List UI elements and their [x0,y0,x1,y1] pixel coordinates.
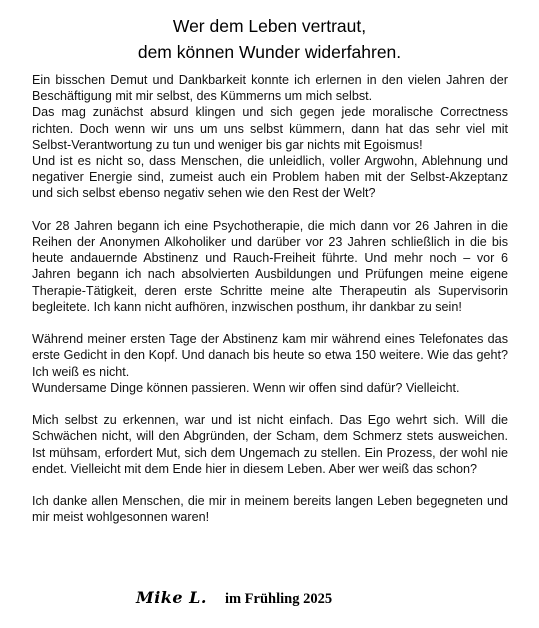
paragraph-line: Mich selbst zu erkennen, war und ist nicht einfach. Das Ego wehrt sich. Will die Schwächen nicht, will den Abgründen, der Scham, dem Schmerz stets ausweichen. Ist mühsam, erfordert Mut, sich dem Ungemach zu stellen. Ein Prozess, der wohl nie endet. Vielleicht mit dem Ende hier in diesem Leben. Aber wer weiß das schon? [32,413,508,476]
paragraph-line: Vor 28 Jahren begann ich eine Psychotherapie, die mich dann vor 26 Jahren in die Reihen der Anonymen Alkoholiker und darüber vor 23 Jahren schließlich in die bis heute andauernde Abstinenz und Rauch-Freiheit führte. Und mehr noch – vor 6 Jahren begann ich nach absolvierten Ausbildungen und Prüfungen meine eigene Therapie-Tätigkeit, deren erste Schritte meine alte Therapeutin als Supervisorin begleitete. Ich kann nicht aufhören, inzwischen posthum, ihr dankbar zu sein! [32,218,508,314]
paragraph-5 [32,493,508,525]
paragraph-line: Das mag zunächst absurd klingen und sich gegen jede moralische Correctness richten. Doch wenn wir uns um uns selbst kümmern, dann hat das sehr viel mit Selbst-Verantwortung zu tun und weniger bis gar nichts mit Egoismus! [32,105,508,152]
title-line-1: Wer dem Leben vertraut, [172,16,367,36]
paragraph-line: Ich danke allen Menschen, die mir in meinem bereits langen Leben begegneten und mir meist wohlgesonnen waren! [32,494,508,525]
paragraph-2 [32,218,508,315]
paragraph-line: Wundersame Dinge können passieren. Wenn wir offen sind dafür? Vielleicht. [32,380,460,395]
paragraph-line: Ein bisschen Demut und Dankbarkeit konnte ich erlernen in den vielen Jahren der Beschäftigung mit mir selbst, des Kümmerns um mich selbst. [32,73,508,104]
signature-date: im Frühling 2025 [224,591,333,607]
paragraph-4 [32,412,508,477]
title-line-2: dem können Wunder widerfahren. [137,42,402,62]
signature-name: Mike L. [136,588,207,607]
body-text [32,72,508,542]
paragraph-1 [32,72,508,202]
paragraph-line: Während meiner ersten Tage der Abstinenz kam mir während eines Telefonates das erste Gedicht in den Kopf. Und danach bis heute so etwa 150 weitere. Wie das geht? Ich weiß es nicht. [32,332,508,379]
paragraph-line: Und ist es nicht so, dass Menschen, die unleidlich, voller Argwohn, Ablehnung und negativer Energie sind, zumeist auch ein Problem haben mit der Selbst-Akzeptanz und sich selbst ebenso negativ sehen wie den Rest der Welt? [32,154,508,201]
signature-block [136,588,332,612]
paragraph-3 [32,331,508,396]
page-title [0,13,539,65]
